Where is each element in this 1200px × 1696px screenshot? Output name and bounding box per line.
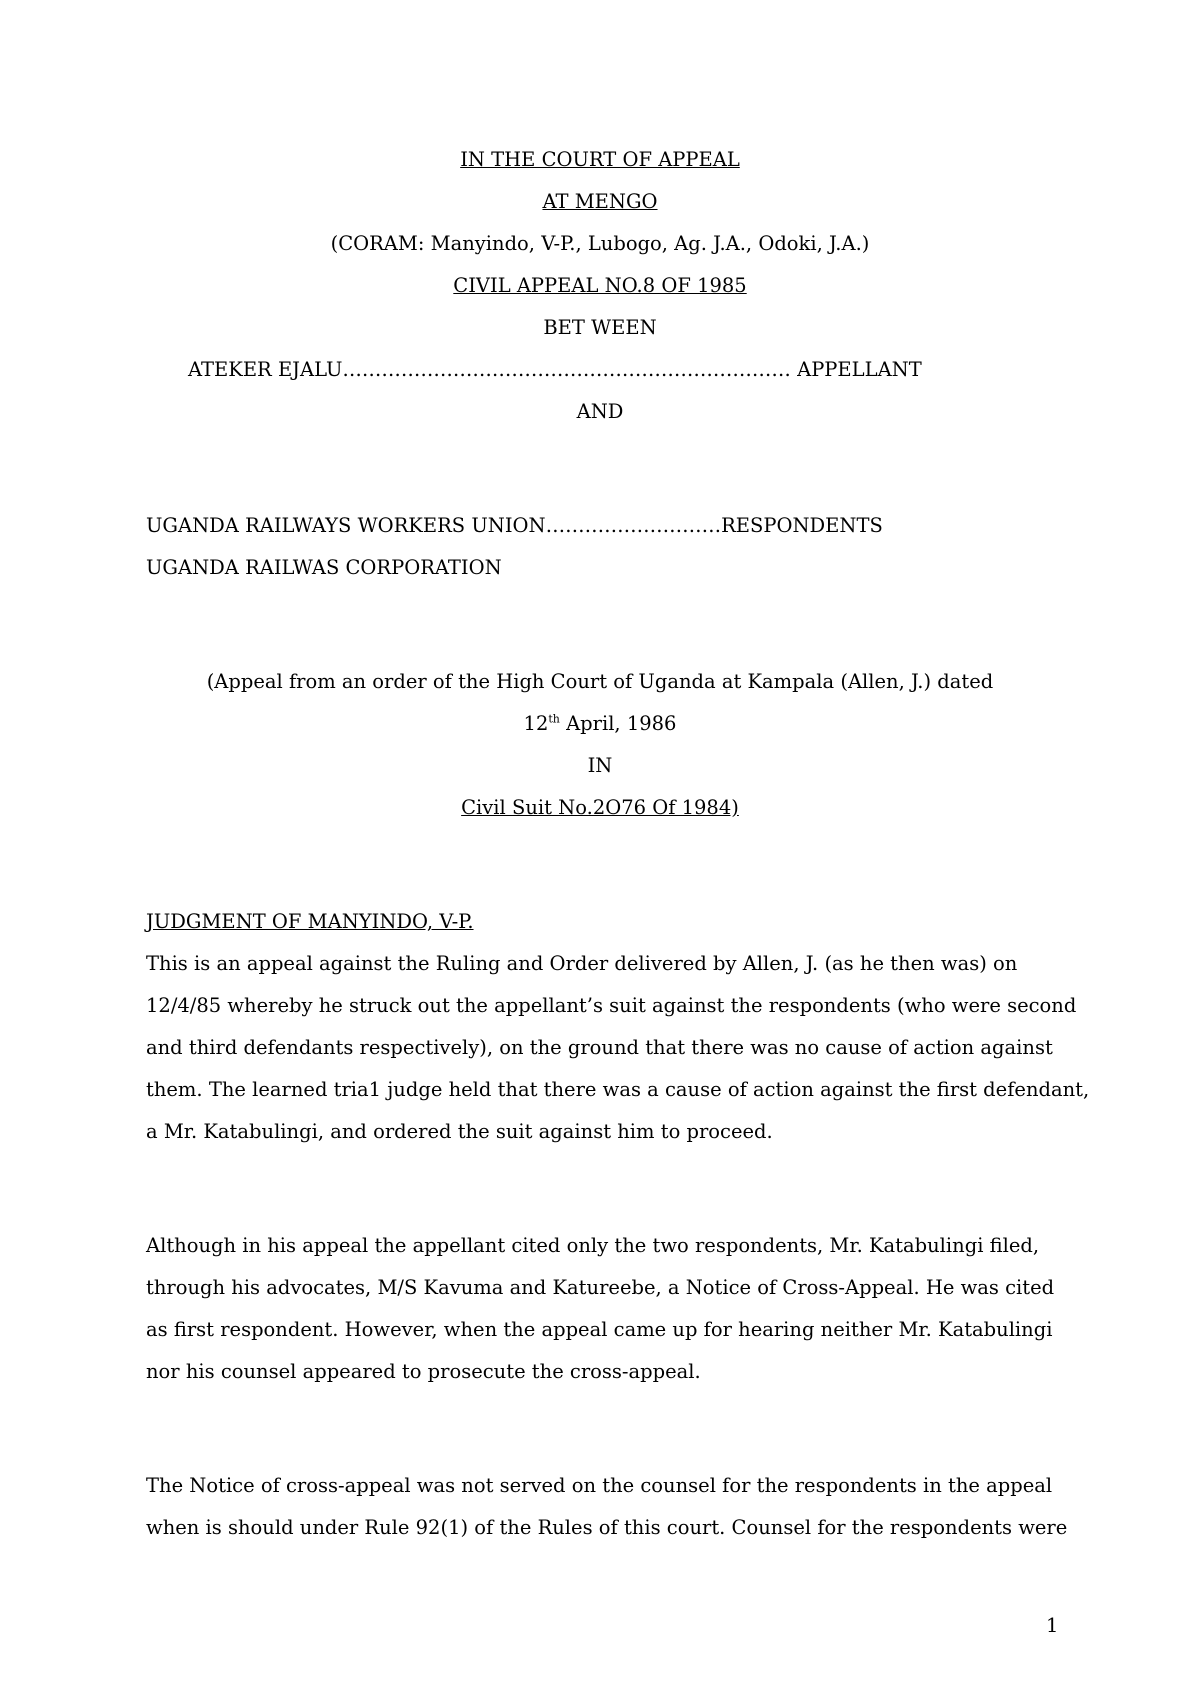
- judgment-heading: JUDGMENT OF MANYINDO, V-P.: [146, 910, 474, 933]
- para1-line: This is an appeal against the Ruling and Order delivered by Allen, J. (as he then was) on: [146, 952, 1018, 975]
- respondent1-name: UGANDA RAILWAYS WORKERS UNION: [146, 514, 546, 537]
- para3-line: when is should under Rule 92(1) of the Rules of this court. Counsel for the respondents were: [146, 1516, 1068, 1539]
- para1-line: 12/4/85 whereby he struck out the appellant’s suit against the respondents (who were second: [146, 994, 1077, 1017]
- para3-line: The Notice of cross-appeal was not served on the counsel for the respondents in the appeal: [146, 1474, 1053, 1497]
- appellant-role: APPELLANT: [797, 358, 922, 381]
- appellant-dots: ……………………………………………………………: [342, 358, 791, 381]
- respondent1-dots: ………………………: [545, 514, 722, 537]
- para2-line: nor his counsel appeared to prosecute the cross-appeal.: [146, 1360, 701, 1383]
- para1-line: them. The learned tria1 judge held that there was a cause of action against the first defendant,: [146, 1078, 1090, 1101]
- appellant-name: ATEKER EJALU: [188, 358, 343, 381]
- coram-line: (CORAM: Manyindo, V-P., Lubogo, Ag. J.A., Odoki, J.A.): [330, 232, 870, 255]
- para1-line: and third defendants respectively), on the ground that there was no cause of action against: [146, 1036, 1053, 1059]
- para2-line: Although in his appeal the appellant cited only the two respondents, Mr. Katabulingi filed,: [146, 1234, 1040, 1257]
- appellant-row: [188, 358, 922, 382]
- in-label: IN: [587, 754, 613, 777]
- between-label: BET WEEN: [543, 316, 657, 339]
- appeal-from-line: (Appeal from an order of the High Court of Uganda at Kampala (Allen, J.) dated: [206, 670, 994, 693]
- respondent-role: RESPONDENTS: [721, 514, 883, 537]
- court-title: IN THE COURT OF APPEAL: [460, 148, 740, 171]
- para1-line: a Mr. Katabulingi, and ordered the suit against him to proceed.: [146, 1120, 773, 1143]
- respondent-row-1: [146, 514, 883, 538]
- para2-line: through his advocates, M/S Kavuma and Katureebe, a Notice of Cross-Appeal. He was cited: [146, 1276, 1055, 1299]
- and-label: AND: [576, 400, 624, 423]
- civil-suit: Civil Suit No.2O76 Of 1984): [461, 796, 739, 819]
- court-location: AT MENGO: [542, 190, 658, 213]
- para2-line: as first respondent. However, when the appeal came up for hearing neither Mr. Katabulingi: [146, 1318, 1053, 1341]
- case-number: CIVIL APPEAL NO.8 OF 1985: [453, 274, 747, 297]
- respondent2-name: UGANDA RAILWAS CORPORATION: [146, 556, 502, 579]
- page-number: 1: [1046, 1614, 1059, 1637]
- appeal-date: 12th April, 1986: [523, 712, 677, 735]
